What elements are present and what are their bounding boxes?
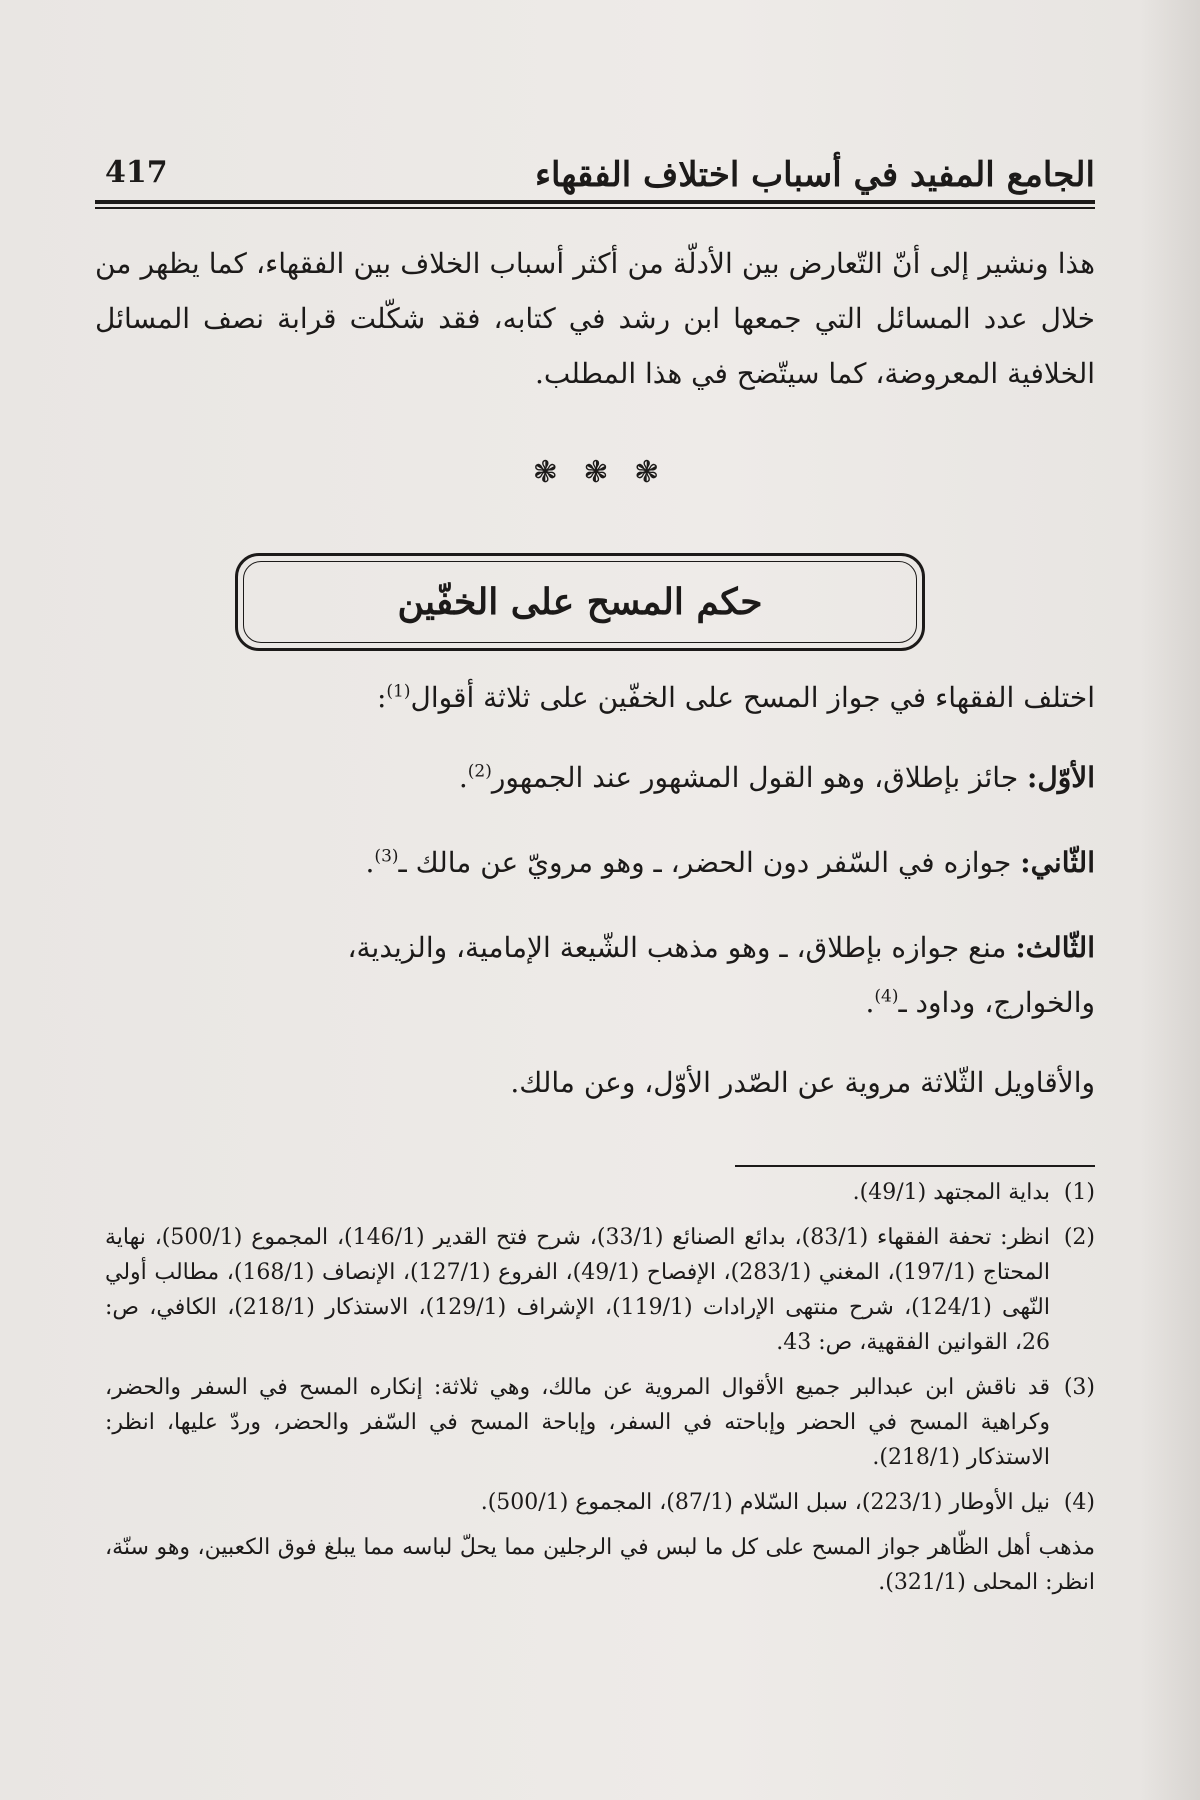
spine-shadow <box>1140 0 1200 1800</box>
opinion-third-lead: الثّالث: <box>1015 931 1095 964</box>
header-rule-thin <box>95 207 1095 209</box>
footnote-continuation: مذهب أهل الظّاهر جواز المسح على كل ما لبس في الرجلين مما يحلّ لباسه مما يبلغ فوق الكعبين، وهو سنّة، انظر: المحلى (321/1). <box>105 1535 1095 1595</box>
footnote-ref: (4) <box>874 986 899 1007</box>
intro-paragraph: هذا ونشير إلى أنّ التّعارض بين الأدلّة من أكثر أسباب الخلاف بين الفقهاء، كما يظهر من خلال عدد المسائل التي جمعها ابن رشد في كتابه، فقد شكّلت قرابة نصف المسائل الخلافية المعروضة، كما سيتّضح في هذا المطلب. <box>95 247 1095 390</box>
book-title: الجامع المفيد في أسباب اختلاف الفقهاء <box>534 155 1095 195</box>
opinions-intro-text: اختلف الفقهاء في جواز المسح على الخفّين على ثلاثة أقوال <box>410 681 1095 714</box>
opinion-second-text: جوازه في السّفر دون الحضر، ـ وهو مرويّ عن مالك ـ <box>398 846 1021 879</box>
opinion-second-lead: الثّاني: <box>1020 846 1095 879</box>
punctuation: : <box>376 681 387 714</box>
closing-paragraph: والأقاويل الثّلاثة مروية عن الصّدر الأوّل، وعن مالك. <box>510 1066 1095 1099</box>
opinion-second <box>105 835 1095 890</box>
footnote-item <box>105 1175 1095 1210</box>
footnote-text: انظر: تحفة الفقهاء (83/1)، بدائع الصنائع (33/1)، شرح فتح القدير (146/1)، المجموع (500/1)، نهاية المحتاج (197/1)، المغني (283/1)، الإفصاح (49/1)، الفروع (127/1)، الإنصاف (168/1)، مطالب أولي النّهى (124/1)، شرح منتهى الإرادات (119/1)، الإشراف (129/1)، الاستذكار (218/1)، الكافي، ص: 26، القوانين الفقهية، ص: 43. <box>105 1225 1051 1355</box>
title-frame-inner <box>243 561 917 643</box>
opinion-first-lead: الأوّل: <box>1027 761 1095 794</box>
footnote-ref: (1) <box>386 681 411 702</box>
opinion-third <box>105 920 1095 1030</box>
opinion-third-line2 <box>105 975 1095 1030</box>
punctuation: . <box>458 761 468 794</box>
footnote-text: بداية المجتهد (49/1). <box>852 1180 1050 1205</box>
header-rule-thick <box>95 200 1095 204</box>
footnotes <box>105 1175 1095 1600</box>
footnote-number: (2) <box>1063 1225 1095 1250</box>
footnote-text: نيل الأوطار (223/1)، سبل السّلام (87/1)، المجموع (500/1). <box>480 1490 1050 1515</box>
section-ornament: ❃ ❃ ❃ <box>532 455 668 490</box>
punctuation: . <box>365 846 375 879</box>
opinion-third-text: منع جوازه بإطلاق، ـ وهو مذهب الشّيعة الإمامية، والزيدية، <box>347 931 1016 964</box>
opinions-intro <box>105 670 1095 725</box>
footnote-item <box>105 1485 1095 1520</box>
punctuation: . <box>865 986 875 1019</box>
opinion-first-text: جائز بإطلاق، وهو القول المشهور عند الجمهور <box>491 761 1028 794</box>
page-number: 417 <box>105 155 168 190</box>
footnote-item <box>105 1220 1095 1360</box>
footnote-separator <box>735 1165 1095 1167</box>
footnote-item <box>105 1370 1095 1475</box>
footnote-number: (1) <box>1063 1180 1095 1205</box>
opinion-third-text2: والخوارج، وداود ـ <box>898 986 1095 1019</box>
footnote-text: قد ناقش ابن عبدالبر جميع الأقوال المروية عن مالك، وهي ثلاثة: إنكاره المسح في السفر والحضر، وكراهية المسح في الحضر وإباحته في السفر، وإباحة المسح في السّفر والحضر، وردّ عليها، انظر: الاستذكار (218/1). <box>105 1375 1050 1470</box>
running-header <box>95 155 1095 201</box>
footnote-ref: (2) <box>467 761 492 782</box>
opinion-first <box>105 750 1095 805</box>
footnote-number: (4) <box>1063 1490 1095 1515</box>
footnote-number: (3) <box>1063 1375 1095 1400</box>
footnote-ref: (3) <box>374 846 399 867</box>
section-title: حكم المسح على الخفّين <box>397 581 763 623</box>
